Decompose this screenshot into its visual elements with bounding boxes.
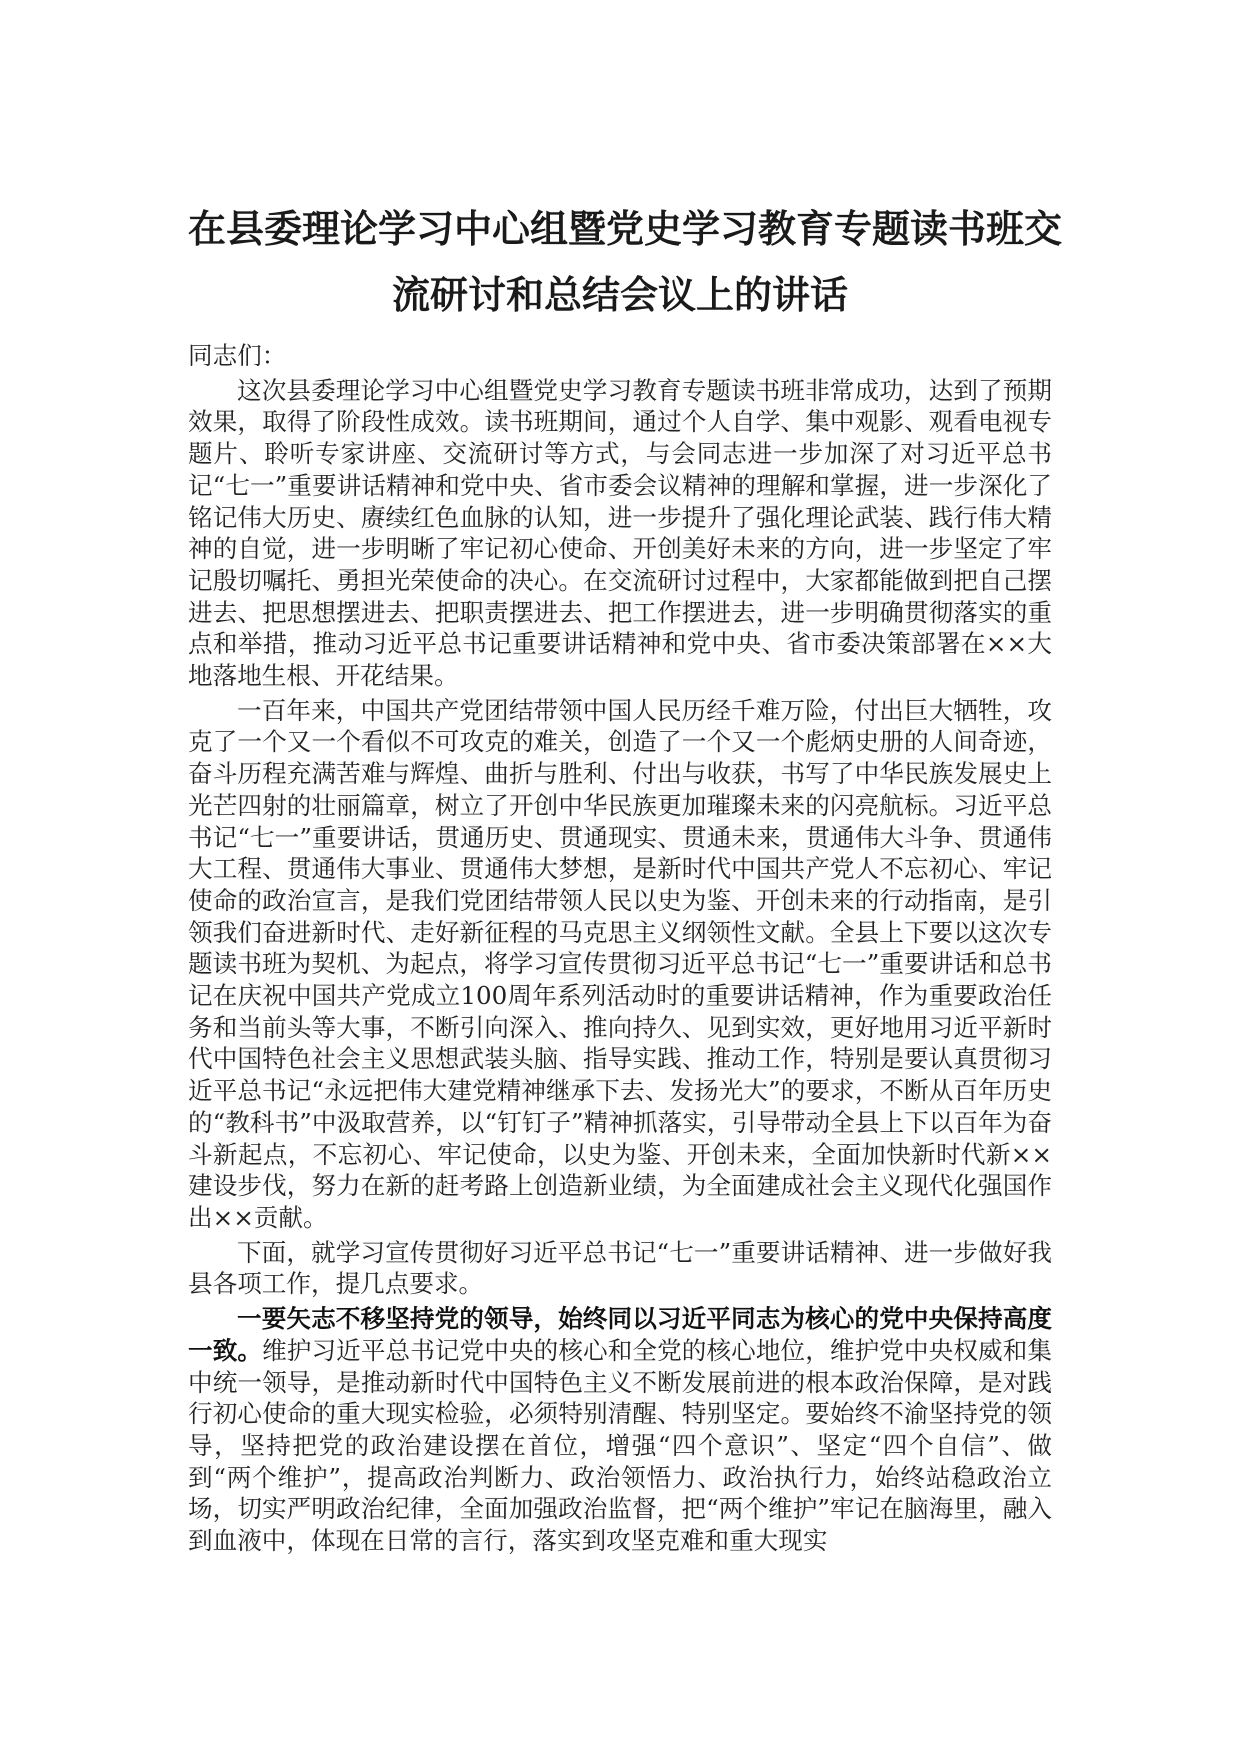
paragraph-3: 下面，就学习宣传贯彻好习近平总书记“七一”重要讲话精神、进一步做好我县各项工作，提几点要求。: [188, 1237, 1052, 1299]
title-line-1: 在县委理论学习中心组暨党史学习教育专题读书班交: [188, 207, 1063, 251]
title-line-2: 流研讨和总结会议上的讲话: [391, 273, 848, 317]
section-1-body: 维护习近平总书记党中央的核心和全党的核心地位，维护党中央权威和集中统一领导，是推动新时代中国特色主义不断发展前进的根本政治保障，是对践行初心使命的重大现实检验，必须特别清醒、特别坚定。要始终不渝坚持党的领导，坚持把党的政治建设摆在首位，增强“四个意识”、坚定“四个自信”、做到“两个维护”，提高政治判断力、政治领悟力、政治执行力，始终站稳政治立场，切实严明政治纪律，全面加强政治监督，把“两个维护”牢记在脑海里，融入到血液中，体现在日常的言行，落实到攻坚克难和重大现实: [188, 1335, 1052, 1556]
section-1-paragraph: [188, 1303, 1052, 1557]
paragraph-1: 这次县委理论学习中心组暨党史学习教育专题读书班非常成功，达到了预期效果，取得了阶段性成效。读书班期间，通过个人自学、集中观影、观看电视专题片、聆听专家讲座、交流研讨等方式，与会同志进一步加深了对习近平总书记“七一”重要讲话精神和党中央、省市委会议精神的理解和掌握，进一步深化了铭记伟大历史、赓续红色血脉的认知，进一步提升了强化理论武装、践行伟大精神的自觉，进一步明晰了牢记初心使命、开创美好未来的方向，进一步坚定了牢记殷切嘱托、勇担光荣使命的决心。在交流研讨过程中，大家都能做到把自己摆进去、把思想摆进去、把职责摆进去、把工作摆进去，进一步明确贯彻落实的重点和举措，推动习近平总书记重要讲话精神和党中央、省市委决策部署在××大地落地生根、开花结果。: [188, 375, 1052, 691]
paragraph-2: 一百年来，中国共产党团结带领中国人民历经千难万险，付出巨大牺牲，攻克了一个又一个看似不可攻克的难关，创造了一个又一个彪炳史册的人间奇迹，奋斗历程充满苦难与辉煌、曲折与胜利、付出与收获，书写了中华民族发展史上光芒四射的壮丽篇章，树立了开创中华民族更加璀璨未来的闪亮航标。习近平总书记“七一”重要讲话，贯通历史、贯通现实、贯通未来，贯通伟大斗争、贯通伟大工程、贯通伟大事业、贯通伟大梦想，是新时代中国共产党人不忘初心、牢记使命的政治宣言，是我们党团结带领人民以史为鉴、开创未来的行动指南，是引领我们奋进新时代、走好新征程的马克思主义纲领性文献。全县上下要以这次专题读书班为契机、为起点，将学习宣传贯彻习近平总书记“七一”重要讲话和总书记在庆祝中国共产党成立100周年系列活动时的重要讲话精神，作为重要政治任务和当前头等大事，不断引向深入、推向持久、见到实效，更好地用习近平新时代中国特色社会主义思想武装头脑、指导实践、推动工作，特别是要认真贯彻习近平总书记“永远把伟大建党精神继承下去、发扬光大”的要求，不断从百年历史的“教科书”中汲取营养，以“钉钉子”精神抓落实，引导带动全县上下以百年为奋斗新起点，不忘初心、牢记使命，以史为鉴、开创未来，全面加快新时代新××建设步伐，努力在新的赶考路上创造新业绩，为全面建成社会主义现代化强国作出××贡献。: [188, 695, 1052, 1232]
section-1-heading: 一要矢志不移坚持党的领导，始终同以习近平同志为核心的党中央保持高度一致。: [188, 1304, 1052, 1365]
document-body: [188, 340, 1052, 1557]
salutation: 同志们：: [188, 341, 287, 370]
document-title: [188, 196, 1063, 328]
